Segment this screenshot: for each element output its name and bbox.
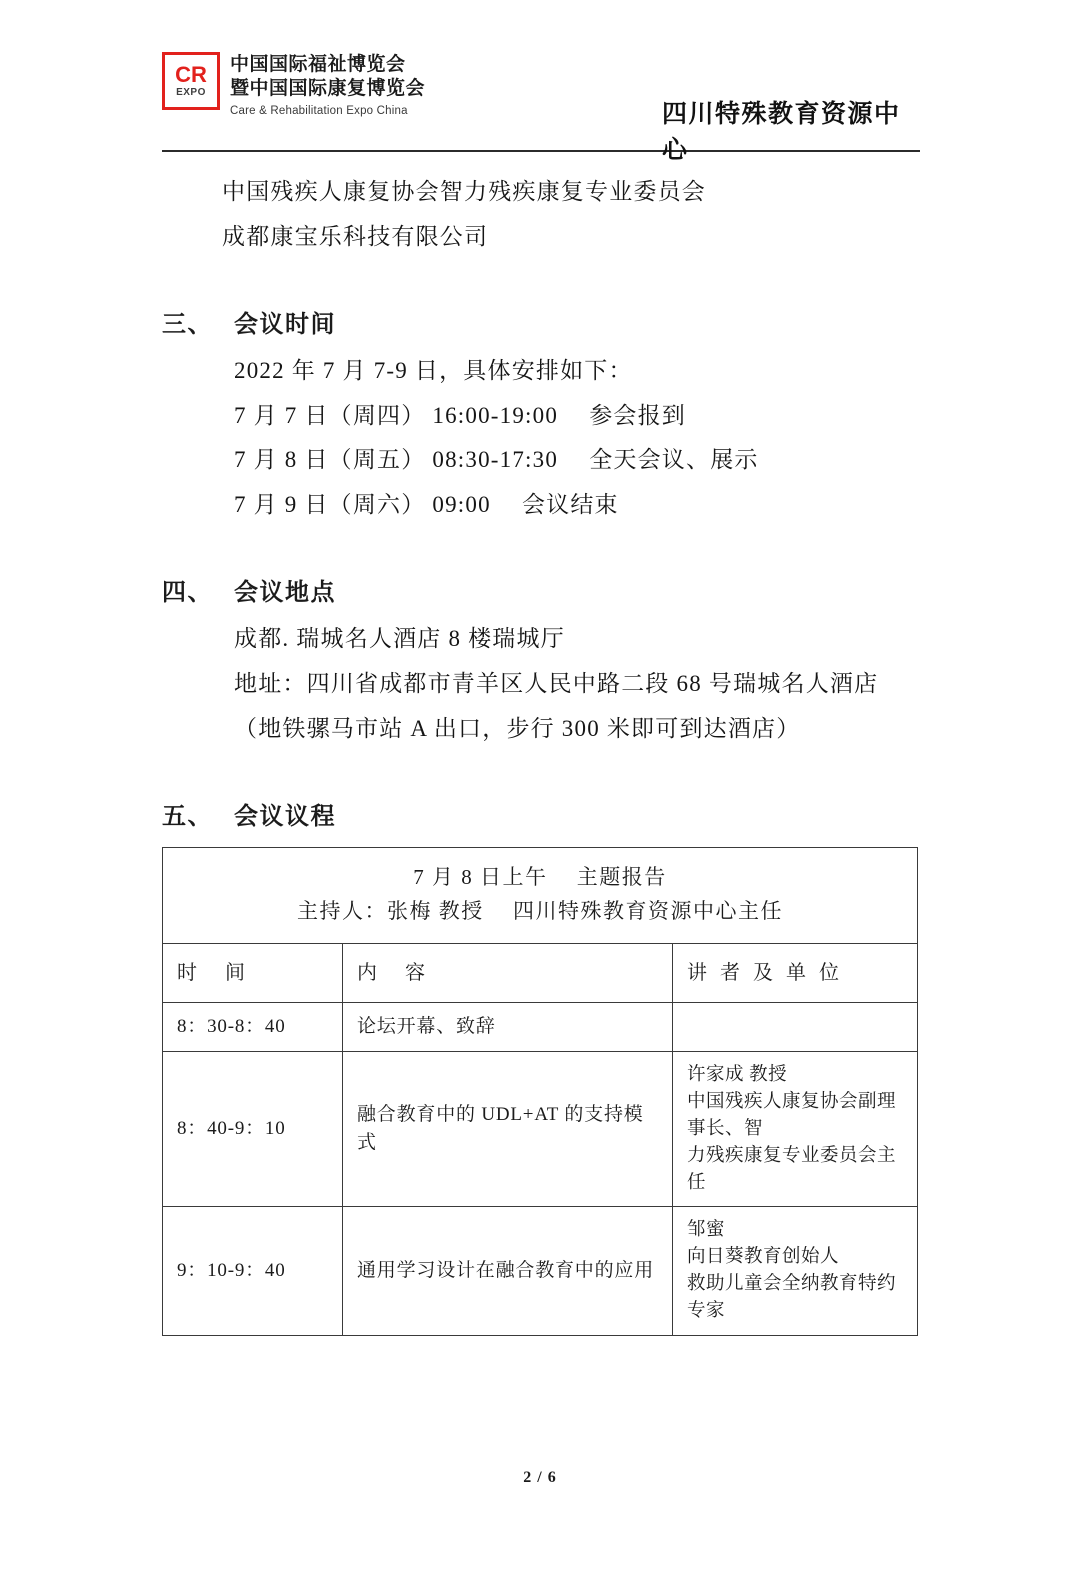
- table-row: [163, 1052, 918, 1207]
- organizer-line-2: 成都康宝乐科技有限公司: [222, 223, 489, 249]
- agenda-title-cell: [163, 847, 918, 943]
- document-header: [162, 52, 920, 164]
- logo-line-1: 中国国际福祉博览会: [230, 54, 406, 75]
- section-title-4: 会议地点: [234, 580, 336, 607]
- header-title: 四川特殊教育资源中心: [662, 101, 901, 164]
- meeting-time-line-4: 7 月 9 日（周六） 09:00 会议结束: [234, 492, 619, 518]
- page-number: 2 / 6: [523, 1469, 557, 1486]
- logo-line-2: 暨中国国际康复博览会: [230, 78, 426, 100]
- logo-mark-secondary: EXPO: [176, 87, 206, 98]
- meeting-time-line-2: 7 月 7 日（周四） 16:00-19:00 参会报到: [234, 402, 686, 428]
- section-number-5: 五、: [162, 803, 213, 830]
- logo-line-3: Care & Rehabilitation Expo China: [230, 104, 408, 117]
- table-row: [163, 1002, 918, 1052]
- agenda-table: [162, 847, 918, 1336]
- agenda-row-1-speaker-line-2: 中国残疾人康复协会副理事长、智: [687, 1092, 897, 1139]
- cr-expo-logo-icon: [162, 52, 220, 110]
- agenda-title-line-2: 主持人：张梅 教授 四川特殊教育资源中心主任: [297, 899, 783, 924]
- section-heading-meeting-time: [162, 304, 918, 339]
- agenda-row-1-time: 8：40-9：10: [163, 1052, 343, 1207]
- agenda-row-0-content: 论坛开幕、致辞: [343, 1002, 673, 1052]
- agenda-row-1-speaker-line-3: 力残疾康复专业委员会主任: [687, 1145, 897, 1193]
- agenda-column-content: 内 容: [343, 943, 673, 1002]
- organizer-line-1: 中国残疾人康复协会智力残疾康复专业委员会: [222, 179, 706, 204]
- agenda-row-2-speaker-line-1: 邹蜜: [687, 1220, 726, 1241]
- section-body-meeting-place: [234, 617, 918, 752]
- logo-mark-primary: CR: [175, 62, 207, 87]
- agenda-row-2-speaker-line-2: 向日葵教育创始人: [687, 1247, 840, 1268]
- agenda-row-0-speaker: [673, 1002, 918, 1052]
- agenda-row-2-content: 通用学习设计在融合教育中的应用: [343, 1207, 673, 1335]
- document-page: [0, 52, 1080, 1579]
- agenda-header-row: [163, 943, 918, 1002]
- section-title-5: 会议议程: [234, 803, 336, 830]
- section-title-3: 会议时间: [234, 311, 336, 338]
- agenda-row-2-speaker: [673, 1207, 918, 1335]
- agenda-row-1-speaker: [673, 1052, 918, 1207]
- agenda-row-1-speaker-line-1: 许家成 教授: [687, 1065, 788, 1086]
- section-number-3: 三、: [162, 311, 213, 338]
- section-number-4: 四、: [162, 580, 213, 607]
- agenda-title-row: [163, 847, 918, 943]
- meeting-place-line-1: 成都. 瑞城名人酒店 8 楼瑞城厅: [234, 626, 565, 652]
- table-row: [163, 1207, 918, 1335]
- agenda-title-line-1: 7 月 8 日上午 主题报告: [413, 864, 667, 889]
- meeting-place-line-2: 地址：四川省成都市青羊区人民中路二段 68 号瑞城名人酒店: [234, 670, 879, 696]
- agenda-row-1-content: 融合教育中的 UDL+AT 的支持模式: [343, 1052, 673, 1207]
- expo-logo: [162, 52, 425, 117]
- agenda-row-0-time: 8：30-8：40: [163, 1002, 343, 1052]
- logo-text-block: [230, 52, 425, 117]
- document-body: [100, 152, 980, 831]
- section-body-meeting-time: [234, 349, 918, 528]
- meeting-time-line-3: 7 月 8 日（周五） 08:30-17:30 全天会议、展示: [234, 447, 759, 473]
- agenda-column-speaker: 讲 者 及 单 位: [673, 943, 918, 1002]
- section-heading-agenda: [162, 796, 918, 831]
- agenda-row-2-speaker-line-3: 救助儿童会全纳教育特约专家: [687, 1274, 897, 1321]
- meeting-place-line-3: （地铁骡马市站 A 出口，步行 300 米即可到达酒店）: [234, 715, 801, 741]
- agenda-row-2-time: 9：10-9：40: [163, 1207, 343, 1335]
- section-heading-meeting-place: [162, 572, 918, 607]
- meeting-time-line-1: 2022 年 7 月 7-9 日，具体安排如下：: [234, 357, 633, 383]
- agenda-column-time: 时 间: [163, 943, 343, 1002]
